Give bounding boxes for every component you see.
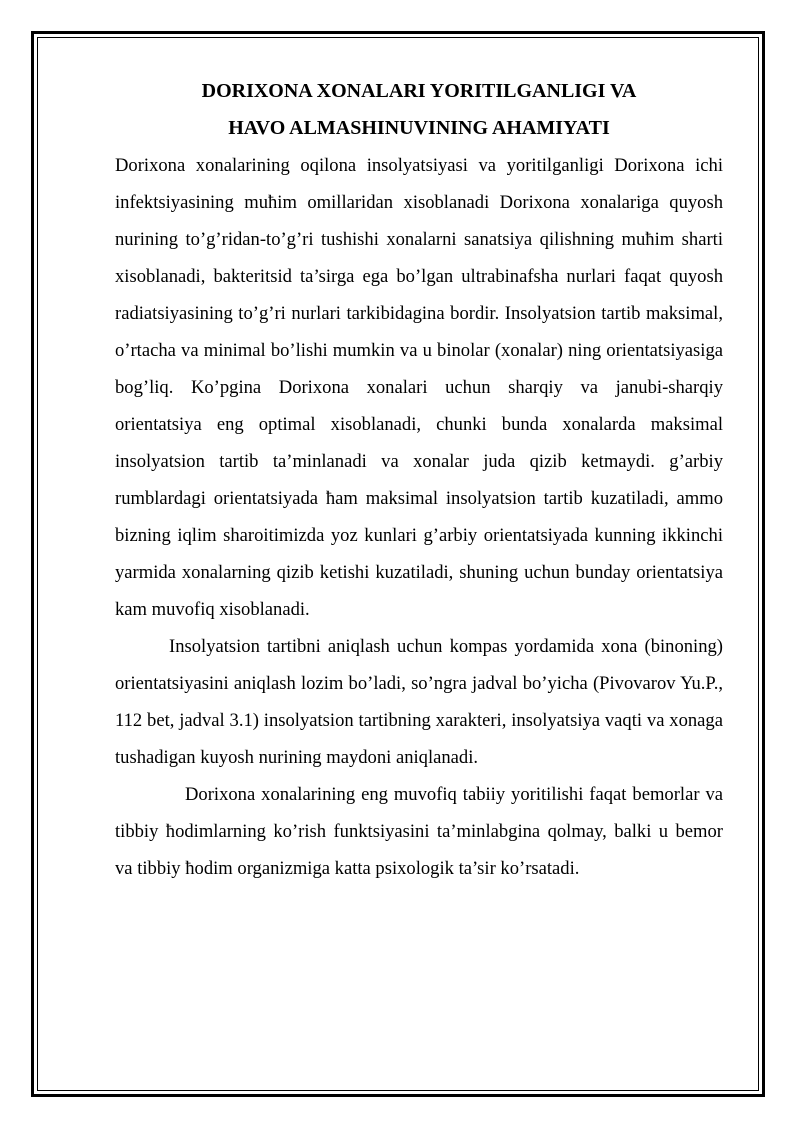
paragraph-1: Dorixona xonalarining oqilona insolyatsiyasi va yoritilganligi Dorixona ichi infektsiyasining muħim omillaridan xisoblanadi Dorixona xonalariga quyosh nurining to’g’ridan-to’g’ri tushishi xonalarni sanatsiya qilishning muħim sharti xisoblanadi, bakteritsid ta’sirga ega bo’lgan ultrabinafsha nurlari faqat quyosh radiatsiyasining to’g’ri nurlari tarkibidagina bordir. Insolyatsion tartib maksimal, o’rtacha va minimal bo’lishi mumkin va u binolar (xonalar) ning orientatsiyasiga bog’liq. Ko’pgina Dorixona xonalari uchun sharqiy va janubi-sharqiy orientatsiya eng optimal xisoblanadi, chunki bunda xonalarda maksimal insolyatsion tartib ta’minlanadi va xonalar juda qizib ketmaydi. g’arbiy rumblardagi orientatsiyada ħam maksimal insolyatsion tartib kuzatiladi, ammo bizning iqlim sharoitimizda yoz kunlari g’arbiy orientatsiyada kunning ikkinchi yarmida xonalarning qizib ketishi kuzatiladi, shuning uchun bunday orientatsiya kam muvofiq xisoblanadi. xyxy=(115,155,723,620)
paragraph-2: Insolyatsion tartibni aniqlash uchun kompas yordamida xona (binoning) orientatsiyasini aniqlash lozim bo’ladi, so’ngra jadval bo’yicha (Pivovarov Yu.P., 112 bet, jadval 3.1) insolyatsion tartibning xarakteri, insolyatsiya vaqti va xonaga tushadigan kuyosh nurining maydoni aniqlanadi. xyxy=(115,636,723,768)
title-line-1: DORIXONA XONALARI YORITILGANLIGI VA xyxy=(201,80,637,102)
document-body xyxy=(115,73,723,887)
paragraph-3: Dorixona xonalarining eng muvofiq tabiiy yoritilishi faqat bemorlar va tibbiy ħodimlarning ko’rish funktsiyasini ta’minlabgina qolmay, balki u bemor va tibbiy ħodim organizmiga katta psixologik ta’sir ko’rsatadi. xyxy=(115,784,723,879)
title-line-2: HAVO ALMASHINUVINING AHAMIYATI xyxy=(228,117,610,139)
document-title xyxy=(115,73,723,147)
